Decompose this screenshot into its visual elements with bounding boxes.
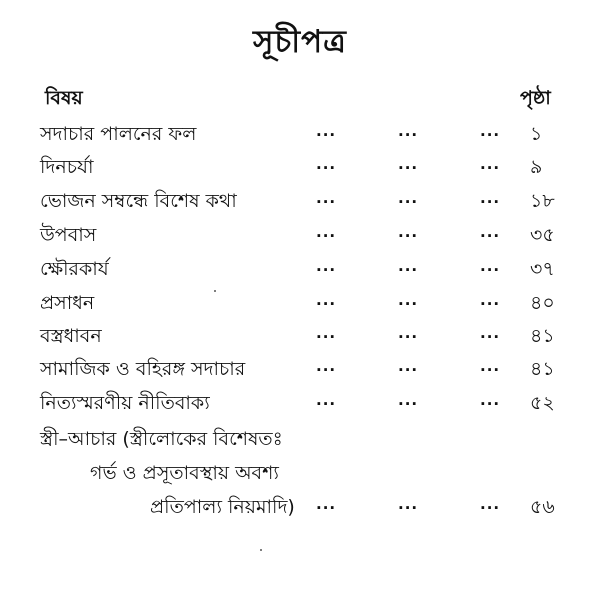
page-title: সূচীপত্র [253,24,347,60]
leader-dots: ... [398,324,419,342]
leader-dots: ... [480,324,501,342]
leader-dots: ... [398,357,419,375]
leader-dots: ... [316,189,337,207]
leader-dots: ... [480,357,501,375]
toc-entry [0,120,600,150]
leader-dots: ... [316,495,337,513]
leader-dots: ... [316,223,337,241]
toc-entry-page: ৪১ [530,325,555,347]
toc-entry-label-continued: প্রতিপাল্য নিয়মাদি) [150,496,295,518]
leader-dots: ... [316,291,337,309]
toc-entry-page: ৩৫ [530,224,555,246]
leader-dots: ... [480,223,501,241]
toc-entry-label: ক্ষৌরকার্য [40,258,109,280]
toc-entry-multiline-line3 [0,493,600,523]
leader-dots: ... [398,189,419,207]
toc-entry [0,289,600,319]
toc-entry-page: ১৮ [530,190,555,212]
toc-entry-label: উপবাস [40,224,97,246]
leader-dots: ... [480,155,501,173]
toc-entry-label-continued: গর্ভ ও প্রসূতাবস্থায় অবশ্য [90,462,279,484]
toc-entry [0,187,600,217]
leader-dots: ... [316,391,337,409]
leader-dots: ... [480,291,501,309]
leader-dots: ... [316,122,337,140]
toc-entry-label: সদাচার পালনের ফল [40,123,197,145]
leader-dots: ... [480,495,501,513]
toc-entry-page: ৯ [530,156,543,178]
toc-entry [0,255,600,285]
subject-column-header: বিষয় [45,87,83,109]
toc-entry-page: ৩৭ [530,258,555,280]
leader-dots: ... [398,122,419,140]
toc-entry [0,355,600,385]
leader-dots: ... [316,155,337,173]
toc-entry-page: ৪১ [530,358,555,380]
leader-dots: ... [480,189,501,207]
toc-entry [0,153,600,183]
toc-entry-multiline-line2 [0,459,600,489]
toc-entry [0,322,600,352]
leader-dots: ... [480,257,501,275]
leader-dots: ... [316,324,337,342]
scan-speck [214,290,216,292]
toc-entry-label: দিনচর্যা [40,156,94,178]
leader-dots: ... [480,122,501,140]
toc-entry-label: স্ত্রী–আচার (স্ত্রীলোকের বিশেষতঃ [40,428,283,450]
leader-dots: ... [398,257,419,275]
toc-entry-page: ৫২ [530,392,555,414]
toc-entry-multiline-line1 [0,425,600,455]
leader-dots: ... [398,495,419,513]
leader-dots: ... [480,391,501,409]
toc-entry-page: ৪০ [530,292,555,314]
toc-entry-label: ভোজন সম্বন্ধে বিশেষ কথা [40,190,237,212]
leader-dots: ... [398,391,419,409]
leader-dots: ... [316,357,337,375]
toc-entry [0,221,600,251]
toc-entry [0,389,600,419]
toc-entry-label: প্রসাধন [40,292,95,314]
leader-dots: ... [398,291,419,309]
toc-entry-label: বস্ত্রধাবন [40,325,102,347]
toc-entry-label: নিত্যস্মরণীয় নীতিবাক্য [40,392,210,414]
leader-dots: ... [316,257,337,275]
page-column-header: পৃষ্ঠা [520,87,551,109]
leader-dots: ... [398,155,419,173]
scan-speck [260,549,262,551]
leader-dots: ... [398,223,419,241]
toc-entry-page: ৫৬ [530,496,555,518]
toc-entry-page: ১ [530,123,543,145]
toc-entry-label: সামাজিক ও বহিরঙ্গ সদাচার [40,358,246,380]
